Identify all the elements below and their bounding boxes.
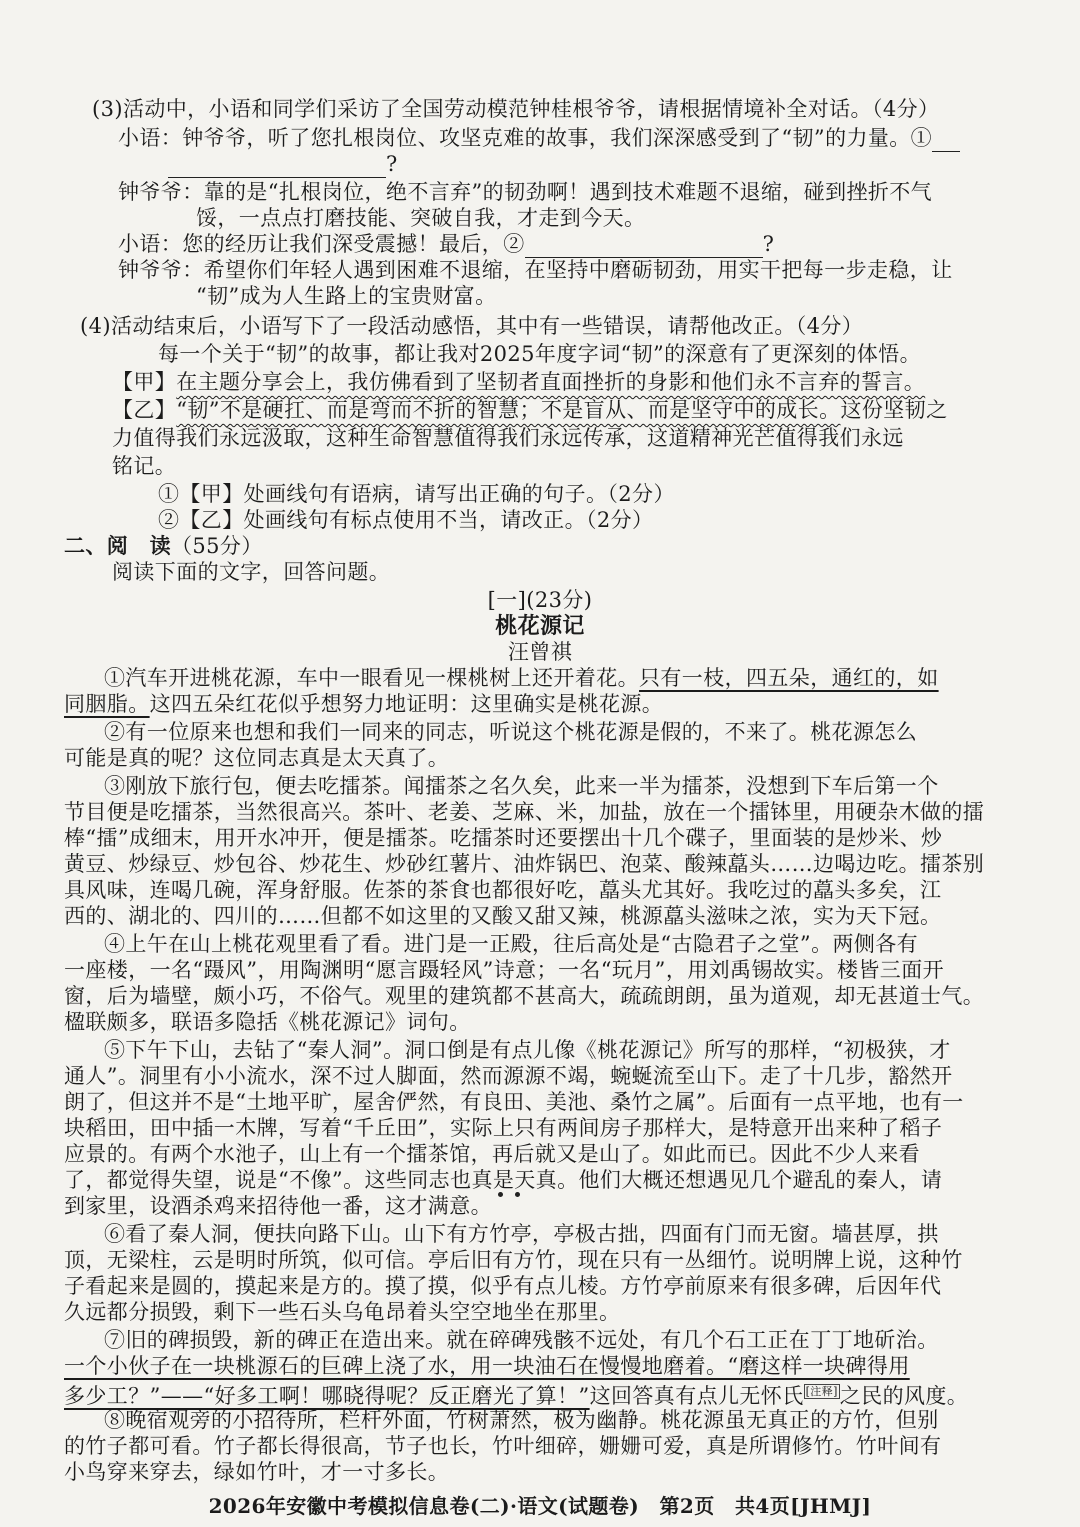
p1-underlined: 只有一枝，四五朵，通红的，如 xyxy=(639,666,939,690)
reflection-yi-line xyxy=(112,396,947,424)
passage-p3-line3: 棒“擂”成细末，用开水冲开，便是擂茶。吃擂茶时还要摆出十几个碟子，里面装的是炒米、炒 xyxy=(64,826,943,850)
passage-p8-line1: ⑧晚宿观旁的小招待所，栏杆外面，竹树萧然，极为幽静。桃花源虽无真正的方竹，但别 xyxy=(104,1408,939,1432)
passage-p6-line1: ⑥看了秦人洞，便扶向路下山。山下有方竹亭，亭极古拙，四面有门而无窗。墙甚厚，拱 xyxy=(104,1222,939,1246)
passage-p8-line2: 的竹子都可看。竹子都长得很高，节子也长，竹叶细碎，姗姗可爱，真是所谓修竹。竹叶间有 xyxy=(64,1434,942,1458)
yi-underlined-sentence: “韧”不是硬扛、而是弯而不折的智慧；不是盲从、而是坚守中的成长。 xyxy=(176,398,841,422)
passage-p3-line6: 西的、湖北的、四川的……但都不如这里的又酸又甜又辣，桃源藠头滋味之浓，实为天下冠。 xyxy=(64,904,942,928)
passage-p5-line6: 了，都觉得失望，说是“不像”。这些同志也真是天真。他们大概还想遇见几个避乱的秦人，请 xyxy=(64,1168,943,1192)
passage-p8-line3: 小鸟穿来穿去，绿如竹叶，才一寸多长。 xyxy=(64,1460,450,1484)
passage-p4-line3: 窗，后为墙壁，颇小巧，不俗气。观里的建筑都不甚高大，疏疏朗朗，虽为道观，却无甚道士气。 xyxy=(64,984,985,1008)
page-footer: 2026年安徽中考模拟信息卷(二)·语文(试题卷) 第2页 共4页[JHMJ] xyxy=(208,1494,872,1518)
passage-p6-line2: 顶，无梁柱，云是明时所筑，似可信。亭后旧有方竹，现在只有一丛细竹。说明牌上说，这种竹 xyxy=(64,1248,963,1272)
dialogue-xiaoyu-1: 小语：钟爷爷，听了您扎根岗位、攻坚克难的故事，我们深深感受到了“韧”的力量。① xyxy=(118,126,933,150)
reflection-para-1: 每一个关于“韧”的故事，都让我对2025年度字词“韧”的深意有了更深刻的体悟。 xyxy=(158,342,921,366)
dialogue-line-1b xyxy=(168,150,398,178)
passage-p5-line3: 朗了，但这并不是“土地平旷，屋舍俨然，有良田、美池、桑竹之属”。后面有一点平地，也有一 xyxy=(64,1090,964,1114)
passage-p7-line1: ⑦旧的碑损毁，新的碑正在造出来。就在碎碑残骸不远处，有几个石工正在丁丁地斫治。 xyxy=(104,1328,939,1352)
part-label: [一](23分) xyxy=(487,588,593,612)
answer-blank-1[interactable] xyxy=(168,155,386,178)
passage-p7-line2: 一个小伙子在一块桃源石的巨碑上浇了水，用一块油石在慢慢地磨着。“磨这样一块碑得用 xyxy=(64,1354,910,1378)
dialogue-zhong-2b: “韧”成为人生路上的宝贵财富。 xyxy=(196,284,497,308)
p1-text-end: 这四五朵红花似乎想努力地证明：这里确实是桃花源。 xyxy=(149,692,664,716)
passage-p5-line5: 应景的。有两个水池子，山上有一个擂茶馆，再后就又是山了。如此而已。因此不少人来看 xyxy=(64,1142,920,1166)
jia-underlined-sentence: 在主题分享会上，我仿佛看到了坚韧者直面挫折的身影和他们永不言弃的誓言。 xyxy=(176,370,926,394)
dialogue-zhong-2a: 钟爷爷：希望你们年轻人遇到困难不退缩，在坚持中磨砺韧劲，用实干把每一步走稳，让 xyxy=(118,258,953,282)
yi-rest: 这份坚韧之 xyxy=(840,398,948,422)
sub-question-2: ②【乙】处画线句有标点使用不当，请改正。（2分） xyxy=(158,508,654,532)
section2-score: （55分） xyxy=(171,534,263,558)
p1-text: ①汽车开进桃花源，车中一眼看见一棵桃树上还开着花。 xyxy=(104,666,639,690)
p7-text: 这回答真有点儿无怀氏 xyxy=(589,1384,804,1408)
question-mark-2: ? xyxy=(762,232,775,256)
section2-heading-line xyxy=(64,532,263,560)
passage-p1-line1 xyxy=(104,664,939,692)
p7-underlined-dialogue: 多少工？”——“好多工啊！哪晓得呢？反正磨光了算！” xyxy=(64,1384,590,1408)
section2-heading: 二、阅 读 xyxy=(64,533,171,558)
passage-p3-line1: ③刚放下旅行包，便去吃擂茶。闻擂茶之名久矣，此来一半为擂茶，没想到下车后第一个 xyxy=(104,774,939,798)
dialogue-zhong-1a: 钟爷爷：靠的是“扎根岗位，绝不言弃”的韧劲啊！遇到技术难题不退缩，碰到挫折不气 xyxy=(118,180,933,204)
passage-p4-line2: 一座楼，一名“蹑风”，用陶渊明“愿言蹑轻风”诗意；一名“玩月”，用刘禹锡故实。楼皆三面开 xyxy=(64,958,945,982)
yi-label: 【乙】 xyxy=(112,398,177,422)
p7-text-end: 之民的风度。 xyxy=(839,1384,969,1408)
passage-p1-line2 xyxy=(64,690,663,718)
q3-header: (3)活动中，小语和同学们采访了全国劳动模范钟桂根爷爷，请根据情境补全对话。（4分） xyxy=(92,97,940,121)
emphasis-dot xyxy=(498,1192,503,1197)
passage-p2-line1: ②有一位原来也想和我们一同来的同志，听说这个桃花源是假的，不来了。桃花源怎么 xyxy=(104,720,918,744)
passage-p5-line1: ⑤下午下山，去钻了“秦人洞”。洞口倒是有点儿像《桃花源记》所写的那样，“初极狭，才 xyxy=(104,1038,951,1062)
dialogue-line-1 xyxy=(118,124,960,152)
sub-question-1: ①【甲】处画线句有语病，请写出正确的句子。（2分） xyxy=(158,482,675,506)
dialogue-line-3 xyxy=(118,230,774,258)
passage-p6-line4: 久远都分损毁，剩下一些石头乌龟昂着头空空地坐在那里。 xyxy=(64,1300,621,1324)
reading-instruction: 阅读下面的文字，回答问题。 xyxy=(112,560,391,584)
q4-header: (4)活动结束后，小语写下了一段活动感悟，其中有一些错误，请帮他改正。（4分） xyxy=(80,314,864,338)
passage-p3-line4: 黄豆、炒绿豆、炒包谷、炒花生、炒砂红薯片、油炸锅巴、泡菜、酸辣藠头……边喝边吃。擂茶别 xyxy=(64,852,985,876)
dialogue-xiaoyu-2: 小语：您的经历让我们深受震撼！最后，② xyxy=(118,232,525,256)
reflection-para-4: 铭记。 xyxy=(112,454,177,478)
reflection-para-3: 力值得我们永远汲取，这种生命智慧值得我们永远传承，这道精神光芒值得我们永远 xyxy=(112,426,904,450)
jia-label: 【甲】 xyxy=(112,370,177,394)
passage-p4-line4: 楹联颇多，联语多隐括《桃花源记》词句。 xyxy=(64,1010,471,1034)
annotation-marker[interactable]: [注释] xyxy=(805,1385,838,1398)
passage-p6-line3: 子看起来是圆的，摸起来是方的。摸了摸，似乎有点儿棱。方竹亭前原来有很多碑，后因年代 xyxy=(64,1274,942,1298)
p5-last-text: 到家里，设酒杀鸡来招待他一番，这才满意。 xyxy=(64,1194,492,1218)
passage-p3-line5: 具风味，连喝几碗，浑身舒服。佐茶的茶食也都很好吃，藠头尤其好。我吃过的藠头多矣，江 xyxy=(64,878,942,902)
answer-blank-1-start[interactable] xyxy=(932,129,960,152)
passage-author: 汪曾祺 xyxy=(507,640,573,664)
reflection-jia-line xyxy=(112,368,925,396)
question-mark-1: ? xyxy=(386,152,398,176)
emphasis-dot xyxy=(515,1192,520,1197)
passage-p4-line1: ④上午在山上桃花观里看了看。进门是一正殿，往后高处是“古隐君子之堂”。两侧各有 xyxy=(104,932,919,956)
dialogue-zhong-1b: 馁，一点点打磨技能、突破自我，才走到今天。 xyxy=(196,206,646,230)
passage-p5-line4: 块稻田，田中插一木牌，写着“千丘田”，实际上只有两间房子那样大，是特意开出来种了稻子 xyxy=(64,1116,943,1140)
passage-title: 桃花源记 xyxy=(495,613,585,639)
passage-p2-line2: 可能是真的呢？这位同志真是太天真了。 xyxy=(64,746,450,770)
passage-p5-line2: 通人”。洞里有小小流水，深不过人脚面，然而源源不竭，蜿蜒流至山下。走了十几步，豁然开 xyxy=(64,1064,953,1088)
passage-p5-line7 xyxy=(64,1192,526,1220)
answer-blank-2[interactable] xyxy=(525,235,763,258)
p1-underlined-end: 同胭脂。 xyxy=(64,692,150,716)
passage-p3-line2: 节目便是吃擂茶，当然很高兴。茶叶、老姜、芝麻、米，加盐，放在一个擂钵里，用硬杂木做的擂 xyxy=(64,800,985,824)
